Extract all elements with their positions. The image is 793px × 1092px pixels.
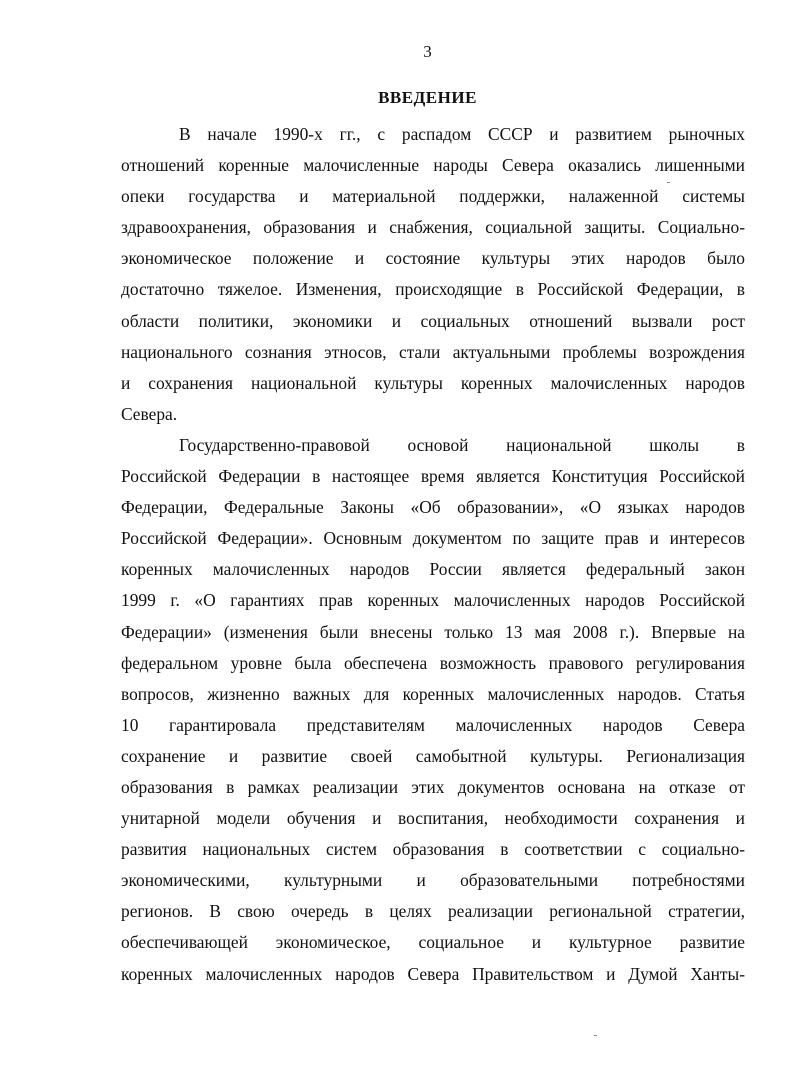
text-line: Федерации» (изменения были внесены только 13 мая 2008 г.). Впервые на <box>121 621 745 642</box>
text-line: Российской Федерации». Основным документом по защите прав и интересов <box>121 528 745 549</box>
text-line: 10 гарантировала представителям малочисленных народов Севера <box>121 714 745 735</box>
text-line: здравоохранения, образования и снабжения, социальной защиты. Социально- <box>121 217 745 238</box>
text-line: Российской Федерации в настоящее время является Конституция Российской <box>121 466 745 487</box>
scan-speck <box>594 1035 597 1036</box>
text-line: коренных малочисленных народов Севера Правительством и Думой Ханты- <box>121 963 745 984</box>
scan-speck <box>667 182 670 183</box>
text-line: Федерации, Федеральные Законы «Об образовании», «О языках народов <box>121 497 745 518</box>
text-line: опеки государства и материальной поддержки, налаженной системы <box>121 186 745 207</box>
text-line: 1999 г. «О гарантиях прав коренных малочисленных народов Российской <box>121 590 745 611</box>
body-text <box>121 119 745 990</box>
text-line: и сохранения национальной культуры коренных малочисленных народов <box>121 372 745 393</box>
text-line: экономическое положение и состояние культуры этих народов было <box>121 248 745 269</box>
text-line: области политики, экономики и социальных отношений вызвали рост <box>121 310 745 331</box>
text-line: обеспечивающей экономическое, социальное и культурное развитие <box>121 932 745 953</box>
text-line: развития национальных систем образования в соответствии с социально- <box>121 839 745 860</box>
text-line: вопросов, жизненно важных для коренных малочисленных народов. Статья <box>121 683 745 704</box>
text-line: Севера. <box>121 403 178 424</box>
text-line: унитарной модели обучения и воспитания, необходимости сохранения и <box>121 808 745 829</box>
text-line: национального сознания этносов, стали актуальными проблемы возрождения <box>121 341 745 362</box>
page-number: 3 <box>423 42 432 61</box>
text-line: достаточно тяжелое. Изменения, происходящие в Российской Федерации, в <box>121 279 745 300</box>
text-line: Государственно-правовой основой национальной школы в <box>179 434 745 455</box>
text-line: экономическими, культурными и образовательными потребностями <box>121 870 745 891</box>
text-line: В начале 1990-х гг., с распадом СССР и развитием рыночных <box>179 124 745 144</box>
text-line: коренных малочисленных народов России является федеральный закон <box>121 559 745 580</box>
text-line: отношений коренные малочисленные народы Севера оказались лишенными <box>121 155 745 176</box>
text-line: образования в рамках реализации этих документов основана на отказе от <box>121 776 745 797</box>
text-line: сохранение и развитие своей самобытной культуры. Регионализация <box>121 745 745 766</box>
page-heading: ВВЕДЕНИЕ <box>378 88 477 107</box>
text-line: регионов. В свою очередь в целях реализации региональной стратегии, <box>121 901 745 922</box>
text-line: федеральном уровне была обеспечена возможность правового регулирования <box>121 652 745 673</box>
